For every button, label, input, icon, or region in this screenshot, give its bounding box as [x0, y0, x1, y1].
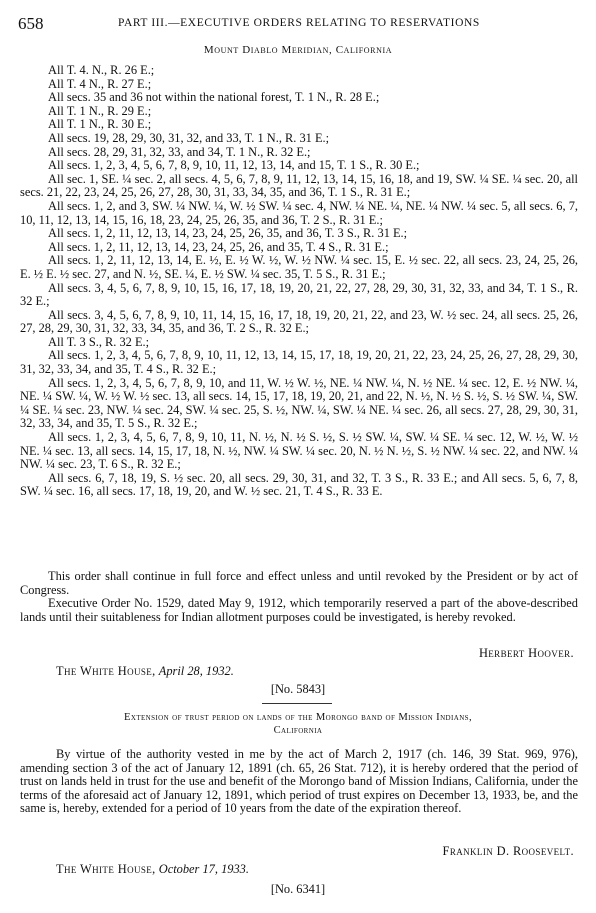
land-item: All secs. 1, 2, 3, 4, 5, 6, 7, 8, 9, 10, 11, 12, 13, 14, and 15, T. 1 S., R. 30 E.;: [48, 158, 420, 173]
section-divider: [262, 703, 332, 704]
signature-roosevelt: Franklin D. Roosevelt.: [442, 844, 574, 858]
running-head: PART III.—EXECUTIVE ORDERS RELATING TO RESERVATIONS: [118, 17, 480, 29]
order-title-line-1: Extension of trust period on lands of the Morongo band of Mission Indians,: [124, 712, 472, 723]
land-item: All secs. 1, 2, and 3, SW. ¼ NW. ¼, W. ½ SW. ¼ sec. 4, NW. ¼ NE. ¼, NE. ¼ NW. ¼ sec. 5, all secs. 6, 7, 10, 11, 12, 13, 14, 15, 16, 18, 23, 24, 25, 26, 35, and 36, T. 2 S., R. 31 E.;: [20, 198, 578, 227]
dateline-2: [56, 862, 249, 877]
extension-order-body: [20, 748, 578, 816]
land-item: All T. 4 N., R. 27 E.;: [48, 76, 152, 91]
land-item: All secs. 1, 2, 3, 4, 5, 6, 7, 8, 9, 10, 11, 12, 13, 14, 15, 17, 18, 19, 20, 21, 22, 23, 24, 25, 26, 27, 28, 29, 30, 31, 32, 33, 34, and 35, T. 4 S., R. 32 E.;: [20, 348, 578, 377]
land-item: All secs. 1, 2, 11, 12, 13, 14, E. ½, E. ½ W. ½, W. ½ NW. ¼ sec. 15, E. ½ sec. 22, all secs. 23, 24, 25, 26, E. ½ E. ½ sec. 27, and N. ½, SE. ¼, E. ½ SW. ¼ sec. 35, T. 5 S., R. 31 E.;: [20, 253, 578, 281]
land-description-list: [20, 64, 578, 499]
order-title: [18, 711, 578, 737]
signature-hoover: Herbert Hoover.: [478, 646, 574, 660]
land-item: All secs. 28, 29, 31, 32, 33, and 34, T. 1 N., R. 32 E.;: [48, 144, 311, 159]
revocation-paragraph: Executive Order No. 1529, dated May 9, 1912, which temporarily reserved a part of the above-described lands until their suitableness for Indian allotment purposes could be investigated, is hereby revoked.: [20, 596, 578, 624]
dateline-date: October 17, 1933.: [158, 862, 249, 876]
order-number-2: [No. 6341]: [270, 882, 326, 896]
dateline-house: The White House,: [56, 664, 156, 678]
land-item: All secs. 19, 28, 29, 30, 31, 32, and 33, T. 1 N., R. 31 E.;: [48, 130, 330, 145]
continuation-paragraph: This order shall continue in full force and effect unless and until revoked by the President or by act of Congress.: [20, 569, 578, 597]
order-number-1: [No. 5843]: [270, 682, 326, 696]
section-subhead: Mount Diablo Meridian, California: [203, 44, 393, 56]
land-item: All secs. 3, 4, 5, 6, 7, 8, 9, 10, 11, 14, 15, 16, 17, 18, 19, 20, 21, 22, and 23, W. ½ sec. 24, all secs. 25, 26, 27, 28, 29, 30, 31, 32, 33, 34, 35, and 36, T. 2 S., R. 32 E.;: [20, 307, 578, 336]
dateline-date: April 28, 1932.: [158, 664, 234, 678]
order-title-line-2: California: [273, 725, 323, 736]
land-item: All secs. 1, 2, 11, 12, 13, 14, 23, 24, 25, 26, and 35, T. 4 S., R. 31 E.;: [48, 239, 389, 254]
land-item: All secs. 1, 2, 11, 12, 13, 14, 23, 24, 25, 26, 35, and 36, T. 3 S., R. 31 E.;: [48, 226, 408, 241]
land-item: All secs. 1, 2, 3, 4, 5, 6, 7, 8, 9, 10, and 11, W. ½ W. ½, NE. ¼ NW. ¼, N. ½ NE. ¼ sec. 12, E. ½ NW. ¼, NE. ¼ SW. ¼, W. ½ W. ½ sec. 13, all secs. 14, 15, 17, 18, 19, 20, 21, and 22, N. ½, N. ½ S. ½, S. ½ SW. ¼, SW. ¼ SE. ¼ sec. 23, NW. ¼ sec. 24, SW. ¼ sec. 25, S. ½, NW. ¼, SW. ¼ NE. ¼ sec. 26, all secs. 27, 28, 29, 30, 31, 32, 33, 34, and 35, T. 5 S., R. 32 E.;: [20, 375, 578, 431]
land-item: All secs. 35 and 36 not within the national forest, T. 1 N., R. 28 E.;: [48, 90, 380, 105]
dateline-house: The White House,: [56, 862, 156, 876]
dateline-1: [56, 664, 234, 679]
land-item: All T. 1 N., R. 30 E.;: [48, 117, 152, 132]
land-item: All secs. 1, 2, 3, 4, 5, 6, 7, 8, 9, 10, 11, N. ½, N. ½ S. ½, S. ½ SW. ¼, SW. ¼ SE. ¼ sec. 12, W. ½, W. ½ NE. ¼ sec. 13, all secs. 14, 15, 17, 18, N. ½, NW. ¼ SW. ¼ sec. 20, N. ½ N. ½, S. ½ NW. ¼ sec. 22, and NW. ¼ NW. ¼ sec. 23, T. 6 S., R. 32 E.;: [20, 430, 578, 472]
page-number: 658: [18, 14, 44, 33]
closing-paragraphs: [20, 570, 578, 624]
land-item: All sec. 1, SE. ¼ sec. 2, all secs. 4, 5, 6, 7, 8, 9, 11, 12, 13, 14, 15, 16, 18, and 19, SW. ¼ SE. ¼ sec. 20, all secs. 21, 22, 23, 24, 25, 26, 27, 28, 30, 31, 33, 34, 35, and 36, T. 1 S., R. 31 E.;: [20, 171, 578, 200]
land-item: All secs. 3, 4, 5, 6, 7, 8, 9, 10, 15, 16, 17, 18, 19, 20, 21, 22, 27, 28, 29, 30, 31, 32, 33, and 34, T. 1 S., R. 32 E.;: [20, 280, 578, 309]
order-paragraph: By virtue of the authority vested in me by the act of March 2, 1917 (ch. 146, 39 Stat. 969, 976), amending section 3 of the act of January 12, 1891 (ch. 65, 26 Stat. 712), it is hereby ordered that the period of trust on lands held in trust for the use and benefit of the Morongo band of Mission Indians, California, under the terms of the aforesaid act of January 12, 1891, which period of trust expires on December 13, 1933, be, and the same is, hereby, extended for a period of 10 years from the date of the expiration thereof.: [20, 747, 578, 816]
page-header: [18, 14, 578, 36]
land-item: All secs. 6, 7, 18, 19, S. ½ sec. 20, all secs. 29, 30, 31, and 32, T. 3 S., R. 33 E.; and All secs. 5, 6, 7, 8, SW. ¼ sec. 16, all secs. 17, 18, 19, 20, and W. ½ sec. 21, T. 4 S., R. 33 E.: [20, 470, 578, 499]
land-item: All T. 3 S., R. 32 E.;: [48, 334, 150, 349]
land-item: All T. 1 N., R. 29 E.;: [48, 103, 152, 118]
land-item: All T. 4. N., R. 26 E.;: [48, 63, 155, 77]
